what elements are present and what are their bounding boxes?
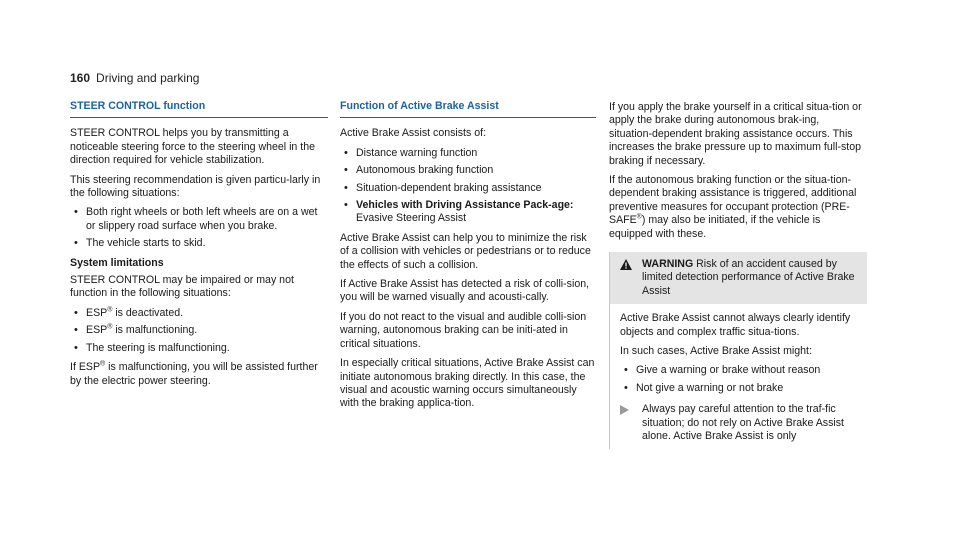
system-limitations-heading: System limitations: [70, 256, 164, 269]
list-item-text: Evasive Steering Assist: [356, 212, 467, 225]
paragraph: If you do not react to the visual and audible colli-sion warning, autonomous braking can be initi-ated in critical situations.: [340, 310, 587, 350]
list-item-bold: Vehicles with Driving Assistance Pack-age:: [356, 199, 574, 212]
steer-control-heading: STEER CONTROL function: [70, 100, 328, 118]
paragraph-text: If ESP: [70, 361, 101, 374]
paragraph-text: is malfunctioning, you will be assisted further by the electric power steering.: [70, 361, 318, 387]
section-title: Driving and parking: [96, 71, 200, 85]
paragraph: If you apply the brake yourself in a critical situa-tion or apply the brake during autonomous brak-ing, situation-dependent braking assistance occurs. This increases the brake pressure up to maximum full-stop braking if necessary.: [609, 101, 862, 167]
list-item: [70, 324, 328, 337]
column-braking-assistance: [609, 101, 864, 247]
list-item: • Both right wheels or both left wheels are on a wet or slippery road surface when you brake.: [70, 206, 328, 233]
paragraph: STEER CONTROL may be impaired or may not function in the following situations:: [70, 274, 294, 300]
warning-body: [610, 304, 867, 449]
list-item: • Not give a warning or not brake: [620, 382, 861, 395]
paragraph: Active Brake Assist cannot always clearly identify objects and complex traffic situa-tions.: [620, 312, 851, 338]
paragraph: [70, 361, 328, 388]
registered-mark: ®: [100, 360, 106, 368]
list-item-text: is malfunctioning.: [112, 324, 198, 337]
paragraph: STEER CONTROL helps you by transmitting a noticeable steering force to the steering wheel in the direction required for vehicle stabilization.: [70, 127, 315, 167]
instruction-text: Always pay careful attention to the traf-fic situation; do not rely on Active Brake Assist alone. Active Brake Assist is only: [642, 403, 844, 443]
list-item: • Give a warning or brake without reason: [620, 364, 861, 377]
paragraph: In such cases, Active Brake Assist might:: [620, 345, 812, 358]
paragraph-text: ) may also be initiated, if the vehicle is equipped with these.: [609, 214, 821, 240]
registered-mark: ®: [107, 306, 113, 314]
page-header: [70, 71, 199, 85]
limitation-list: [70, 307, 328, 355]
list-item: • Distance warning function: [340, 147, 596, 160]
paragraph-text: If the autonomous braking function or the situa-tion-dependent braking assistance is triggered, additional preventive measures for occupant protection (PRE-SAFE: [609, 174, 857, 227]
list-item: [340, 199, 596, 226]
list-item: • The steering is malfunctioning.: [70, 342, 328, 355]
situation-list: [70, 206, 328, 250]
column-active-brake-assist: [340, 100, 596, 417]
esp-text: ESP: [86, 324, 108, 337]
active-brake-assist-heading: Function of Active Brake Assist: [340, 100, 596, 118]
warning-list: [620, 364, 861, 395]
paragraph: If Active Brake Assist has detected a risk of colli-sion, you will be warned visually and acousti-cally.: [340, 278, 590, 304]
paragraph: In especially critical situations, Active Brake Assist can initiate autonomous braking directly. In this case, the visual and acoustic warning occurs simultaneously with the braking applica-tion.: [340, 357, 595, 410]
list-item: • Situation-dependent braking assistance: [340, 182, 596, 195]
esp-text: ESP: [86, 306, 108, 319]
registered-mark: ®: [636, 213, 642, 221]
paragraph: This steering recommendation is given particu-larly in the following situations:: [70, 173, 321, 200]
registered-mark: ®: [107, 323, 113, 331]
components-list: [340, 147, 596, 226]
instruction-row: [620, 403, 861, 443]
warning-title-text: Risk of an accident caused by limited detection performance of Active Brake Assist: [642, 258, 855, 297]
warning-triangle-icon: [620, 259, 642, 298]
list-item: • The vehicle starts to skid.: [70, 237, 328, 250]
paragraph: Active Brake Assist can help you to minimize the risk of a collision with vehicles or pedestrians or to reduce the effects of such a collision.: [340, 231, 591, 271]
warning-title: [642, 258, 859, 298]
warning-box: [609, 252, 867, 449]
warning-header: [610, 252, 867, 304]
list-item: [70, 307, 328, 320]
warning-label: WARNING: [642, 258, 694, 270]
paragraph: Active Brake Assist consists of:: [340, 127, 487, 140]
page-number: 160: [70, 71, 91, 85]
column-steer-control: [70, 100, 328, 394]
play-arrow-icon: [620, 405, 642, 443]
list-item: • Autonomous braking function: [340, 164, 596, 177]
list-item-text: is deactivated.: [112, 306, 184, 319]
paragraph: [609, 174, 864, 241]
